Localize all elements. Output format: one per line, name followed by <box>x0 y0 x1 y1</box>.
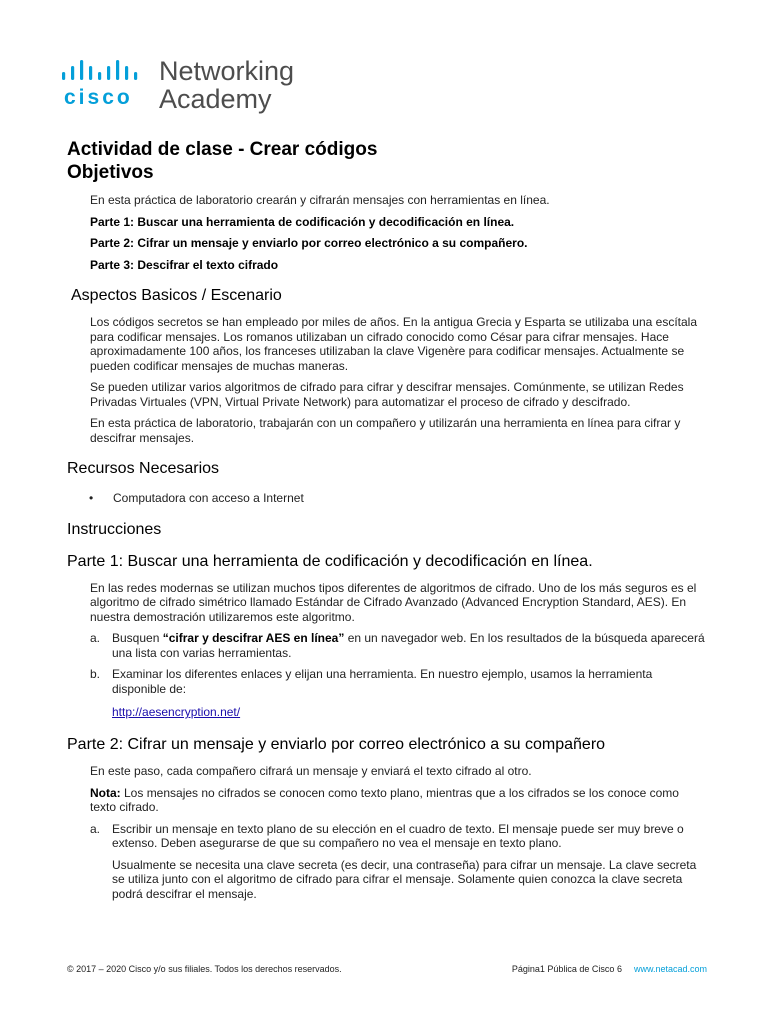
part-2-paragraph: En este paso, cada compañero cifrará un mensaje y enviará el texto cifrado al otro. <box>90 764 532 778</box>
footer-copyright: © 2017 – 2020 Cisco y/o sus filiales. Todos los derechos reservados. <box>67 964 342 974</box>
cisco-bars-icon <box>62 60 148 84</box>
resources-heading: Recursos Necesarios <box>67 460 220 477</box>
part-1-a-text-end: en un navegador web. En los resultados de la búsqueda aparecerá una lista con varias herramientas. <box>112 631 705 660</box>
part-1-heading: Parte 1: Buscar una herramienta de codificación y decodificación en línea. <box>67 552 593 570</box>
footer-page-number: Página1 Pública de Cisco 6 <box>511 964 622 974</box>
background-paragraph-2: Se pueden utilizar varios algoritmos de cifrado para cifrar y descifrar mensajes. Comúnmente, se utilizan Redes Privadas Virtuales (VPN, Virtual Private Network) para automatizar el proceso de cifrado y descifrado. <box>90 380 684 409</box>
part-1-paragraph: En las redes modernas se utilizan muchos tipos diferentes de algoritmos de cifrado. Uno de los más seguros es el algoritmo de cifrado simétrico llamado Estándar de Cifrado Avanzado (Advanced Encryption Standard, AES). En nuestra demostración utilizaremos este algoritmo. <box>90 580 697 624</box>
part-1-b-text: Examinar los diferentes enlaces y elijan una herramienta. En nuestro ejemplo, usamos la herramienta disponible de: <box>112 667 653 696</box>
logo-line-networking: Networking <box>159 56 295 86</box>
list-item <box>67 491 707 506</box>
page-footer <box>67 964 707 978</box>
list-item <box>90 631 707 660</box>
part-2-heading: Parte 2: Cifrar un mensaje y enviarlo por correo electrónico a su compañero <box>67 736 606 753</box>
cisco-networking-academy-logo <box>62 56 322 120</box>
search-query-text: “cifrar y descifrar AES en línea” <box>162 631 345 645</box>
aesencryption-link[interactable]: http://aesencryption.net/ <box>112 705 241 719</box>
document-body <box>67 138 707 901</box>
background-heading: Aspectos Basicos / Escenario <box>71 287 282 304</box>
part-2-a-text: Escribir un mensaje en texto plano de su elección en el cuadro de texto. El mensaje puede ser muy breve o extenso. Deben asegurarse de que su compañero no vea el mensaje en texto plano. <box>112 821 684 850</box>
cisco-wordmark: cisco <box>64 86 133 109</box>
logo-line-academy: Academy <box>159 84 272 114</box>
objective-part-1: Parte 1: Buscar una herramienta de codificación y decodificación en línea. <box>90 214 515 229</box>
background-paragraph-3: En esta práctica de laboratorio, trabajarán con un compañero y utilizarán una herramienta en línea para cifrar y descifrar mensajes. <box>90 416 681 445</box>
objective-part-3: Parte 3: Descifrar el texto cifrado <box>90 257 279 272</box>
note-paragraph <box>90 786 707 815</box>
resource-item: Computadora con acceso a Internet <box>113 491 304 505</box>
part-1-a-text: Busquen <box>112 631 163 645</box>
objectives-heading: Objetivos <box>67 162 154 183</box>
list-marker: b. <box>90 667 101 681</box>
list-item <box>90 822 707 851</box>
link-row <box>90 703 707 721</box>
background-paragraph-1: Los códigos secretos se han empleado por miles de años. En la antigua Grecia y Esparta se utilizaba una escítala para codificar mensajes. Los romanos utilizaban un cifrado conocido como César para cifrar mensajes. Hace aproximadamente 100 años, los franceses utilizaban la clave Vigenère para codificar mensajes. Actualmente se pueden codificar mensajes de muchas maneras. <box>90 315 698 373</box>
list-marker: a. <box>90 821 101 836</box>
part-2-a-subparagraph: Usualmente se necesita una clave secreta (es decir, una contraseña) para cifrar un mensaje. La clave secreta se utiliza junto con el algoritmo de cifrado para cifrar el mensaje. Solamente quien conozca la clave secreta podrá descifrar el mensaje. <box>112 857 697 901</box>
list-item <box>90 667 707 696</box>
document-title: Actividad de clase - Crear códigos <box>67 139 378 160</box>
footer-right <box>512 964 707 974</box>
instructions-heading: Instrucciones <box>67 520 162 538</box>
list-marker: a. <box>90 631 101 645</box>
objective-part-2: Parte 2: Cifrar un mensaje y enviarlo por correo electrónico a su compañero. <box>90 236 528 250</box>
objectives-intro: En esta práctica de laboratorio crearán y cifrarán mensajes con herramientas en línea. <box>90 193 550 207</box>
footer-url[interactable]: www.netacad.com <box>633 964 707 974</box>
note-text: Los mensajes no cifrados se conocen como texto plano, mientras que a los cifrados se los conoce como texto cifrado. <box>90 785 679 814</box>
note-label: Nota: <box>90 785 121 800</box>
bullet-icon: • <box>89 491 94 505</box>
